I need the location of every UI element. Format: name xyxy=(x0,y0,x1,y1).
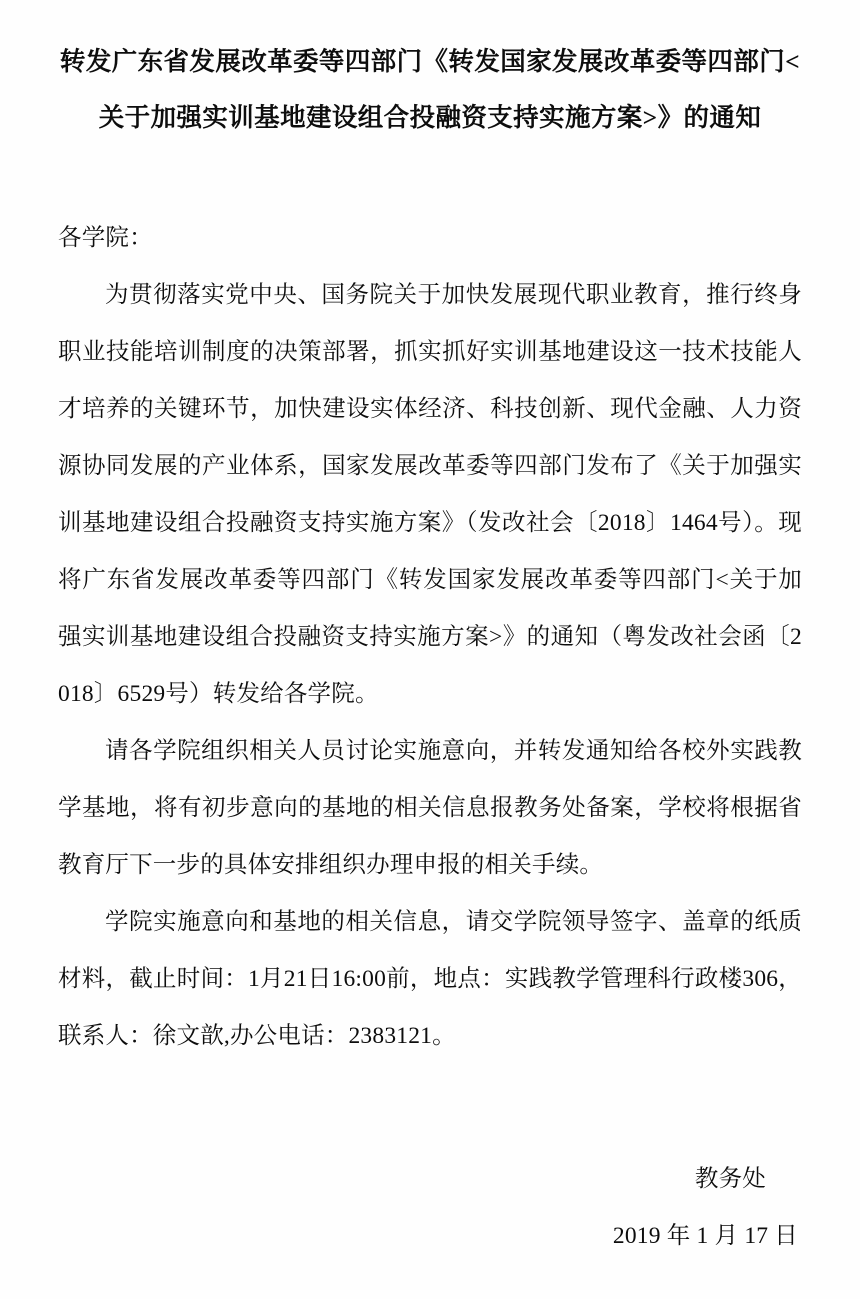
salutation: 各学院： xyxy=(58,225,153,251)
body-paragraph-1: 为贯彻落实党中央、国务院关于加快发展现代职业教育，推行终身职业技能培训制度的决策部署，抓实抓好实训基地建设这一技术技能人才培养的关键环节，加快建设实体经济、科技创新、现代金融、人力资源协同发展的产业体系，国家发展改革委等四部门发布了《关于加强实训基地建设组合投融资支持实施方案》（发改社会〔2018〕1464号）。现将广东省发展改革委等四部门《转发国家发展改革委等四部门<关于加强实训基地建设组合投融资支持实施方案>》的通知（粤发改社会函〔2018〕6529号）转发给各学院。 xyxy=(58,282,802,707)
signature-block xyxy=(613,1151,798,1265)
signature-organization: 教务处 xyxy=(694,1166,766,1192)
signature-date: 2019 年 1 月 17 日 xyxy=(612,1223,798,1249)
document-body xyxy=(0,210,860,1065)
body-paragraph-2: 请各学院组织相关人员讨论实施意向，并转发通知给各校外实践教学基地，将有初步意向的基地的相关信息报教务处备案，学校将根据省教育厅下一步的具体安排组织办理申报的相关手续。 xyxy=(58,738,802,878)
page-title: 转发广东省发展改革委等四部门《转发国家发展改革委等四部门<关于加强实训基地建设组合投融资支持实施方案>》的通知 xyxy=(59,47,801,132)
body-paragraph-3: 学院实施意向和基地的相关信息，请交学院领导签字、盖章的纸质材料，截止时间：1月21日16:00前，地点：实践教学管理科行政楼306，联系人：徐文歆,办公电话：2383121。 xyxy=(58,909,802,1049)
